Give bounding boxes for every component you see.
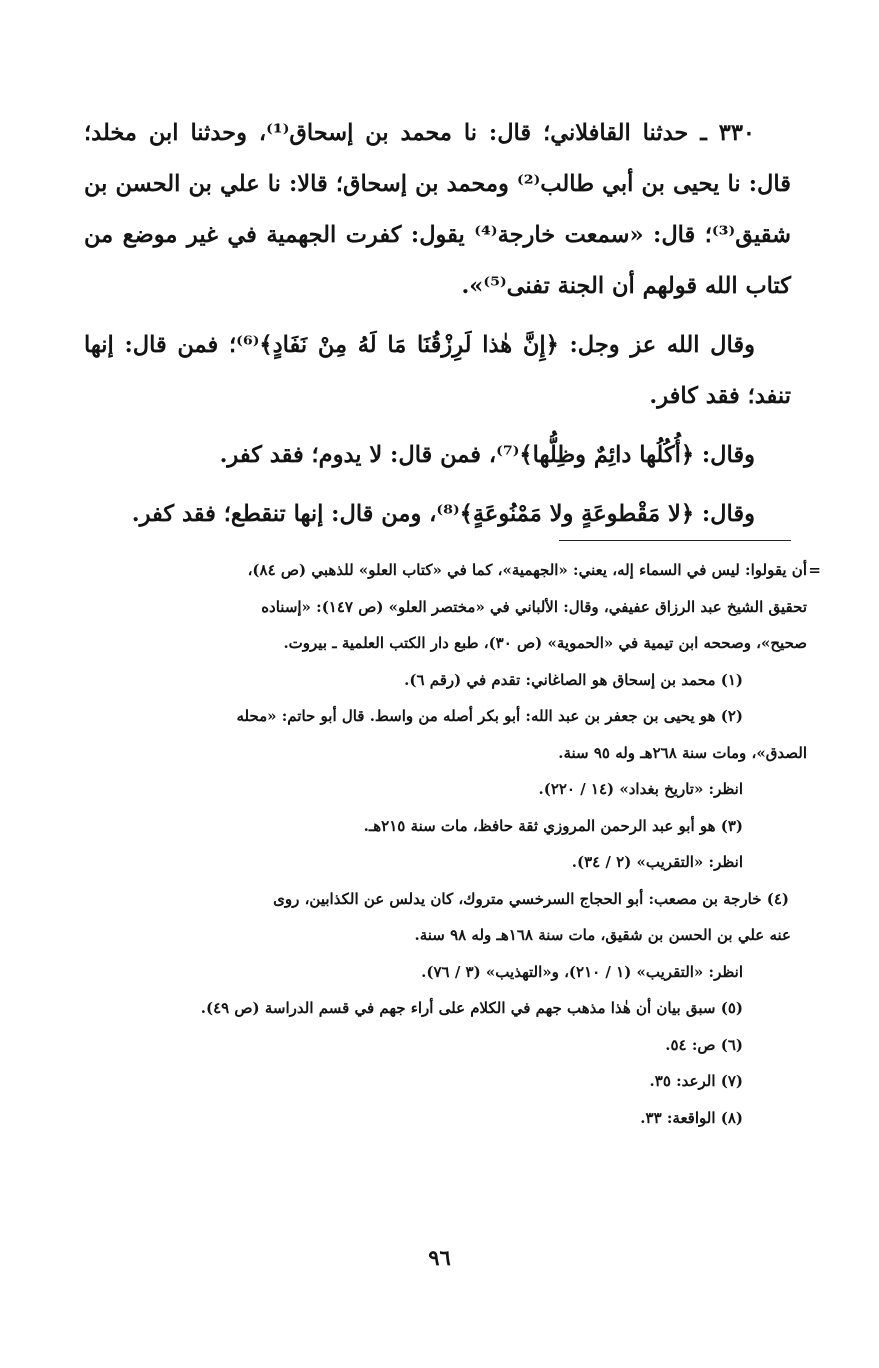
footnote-separator xyxy=(559,540,791,541)
continuation-mark: = xyxy=(808,561,821,579)
footnote-1: (١) محمد بن إسحاق هو الصاغاني: تقدم في (رقم ٦). xyxy=(404,670,743,689)
footnote-2: (٢) هو يحيى بن جعفر بن عبد الله: أبو بكر أصله من واسط. قال أبو حاتم: «محله xyxy=(236,707,743,725)
quran-paragraph-1: وقال الله عز وجل: ﴿إِنَّ هٰذا لَرِزْقُنَا مَا لَهُ مِنْ نَفَادٍ﴾⁽⁶⁾؛ فمن قال: إنها تنفد؛ فقد كافر. xyxy=(84,332,791,409)
main-text xyxy=(84,108,791,540)
footnote-8: (٨) الواقعة: ٣٣. xyxy=(640,1108,743,1127)
footnote-carryover-line: تحقيق الشيخ عبد الرزاق عفيفي، وقال: الألباني في «مختصر العلو» (ص ١٤٧): «إسناده xyxy=(261,597,807,616)
page-number: ٩٦ xyxy=(428,1245,451,1270)
footnote-7: (٧) الرعد: ٣٥. xyxy=(649,1072,743,1090)
footnote-carryover-line xyxy=(80,552,821,589)
footnote-4-continuation: عنه علي بن الحسن بن شقيق، مات سنة ١٦٨هـ وله ٩٨ سنة. xyxy=(414,926,791,944)
footnote-2-reference: انظر: «تاريخ بغداد» (١٤ / ٢٢٠). xyxy=(538,780,743,798)
footnote-5: (٥) سبق بيان أن هٰذا مذهب جهم في الكلام على أراء جهم في قسم الدراسة (ص ٤٩). xyxy=(200,999,743,1017)
quran-paragraph-2: وقال: ﴿أُكُلُها دائِمٌ وظِلُّها﴾⁽⁷⁾، فمن قال: لا يدوم؛ فقد كفر. xyxy=(219,442,755,468)
footnote-3-reference: انظر: «التقريب» (٢ / ٣٤). xyxy=(571,853,743,871)
footnote-2-continuation: الصدق»، ومات سنة ٢٦٨هـ وله ٩٥ سنة. xyxy=(558,743,807,762)
quran-paragraph-3: وقال: ﴿لا مَقْطوعَةٍ ولا مَمْنُوعَةٍ﴾⁽⁸⁾، ومن قال: إنها تنقطع؛ فقد كفر. xyxy=(131,501,755,527)
footnote-4-reference: انظر: «التقريب» (١ / ٢١٠)، و«التهذيب» (٣ / ٧٦). xyxy=(421,962,743,981)
footnotes xyxy=(80,552,821,1136)
footnote-carryover-line: صحيح»، وصححه ابن تيمية في «الحموية» (ص ٣٠)، طبع دار الكتب العلمية ـ بيروت. xyxy=(283,634,807,652)
footnote-carryover-text: أن يقولوا: ليس في السماء إله، يعني: «الجهمية»، كما في «كتاب العلو» للذهبي (ص ٨٤)، xyxy=(247,561,807,579)
footnote-4: (٤) خارجة بن مصعب: أبو الحجاج السرخسي متروك، كان يدلس عن الكذابين، روى xyxy=(273,889,789,908)
footnote-3: (٣) هو أبو عبد الرحمن المروزي ثقة حافظ، مات سنة ٢١٥هـ. xyxy=(363,816,743,835)
footnote-6: (٦) ص: ٥٤. xyxy=(665,1035,743,1054)
hadith-paragraph-330: ٣٣٠ ـ حدثنا القافلاني؛ قال: نا محمد بن إسحاق⁽¹⁾، وحدثنا ابن مخلد؛ قال: نا يحيى بن أبي طالب⁽²⁾ ومحمد بن إسحاق؛ قالا: نا علي بن الحسن بن شقيق⁽³⁾؛ قال: «سمعت خارجة⁽⁴⁾ يقول: كفرت الجهمية في غير موضع من كتاب الله قولهم أن الجنة تفنى⁽⁵⁾». xyxy=(84,120,791,299)
